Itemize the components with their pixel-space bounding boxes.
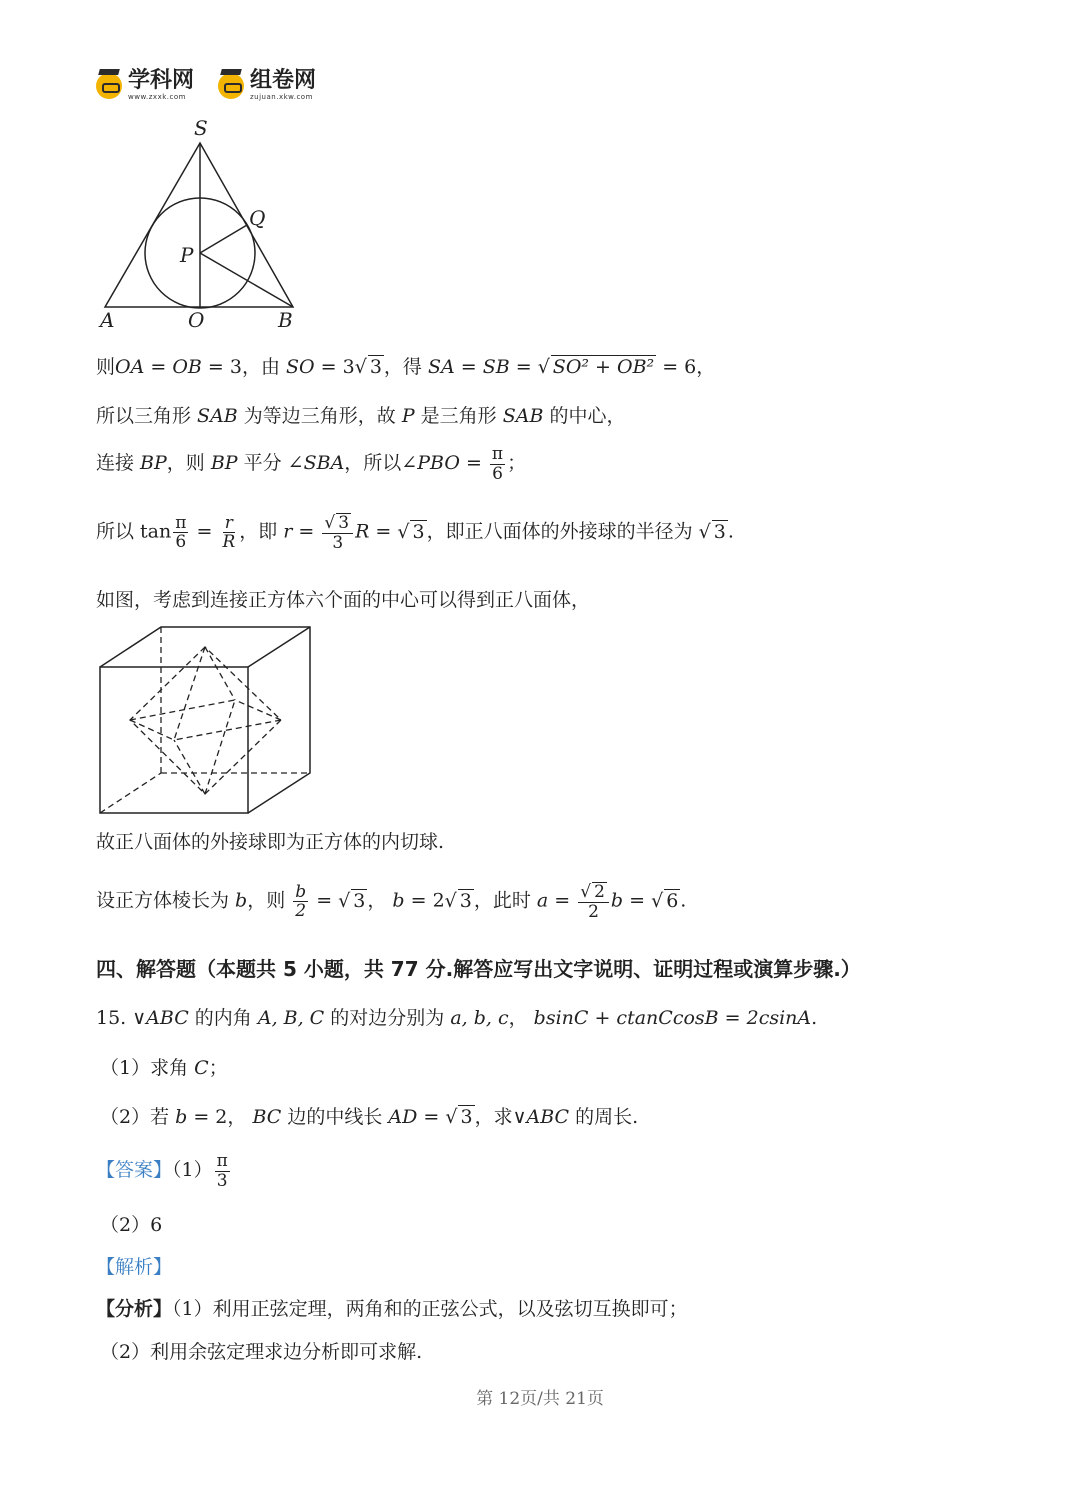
text-line-7 — [96, 882, 686, 921]
math: b — [392, 889, 405, 912]
text: （1） — [172, 1159, 213, 1182]
text: = 3，由 — [201, 356, 287, 378]
text-line-2 — [96, 405, 625, 428]
line-pq — [200, 225, 247, 253]
fraction — [215, 1152, 230, 1190]
text: 平分 ∠ — [237, 452, 304, 475]
text: = — [459, 452, 488, 475]
math: PBO — [417, 452, 460, 475]
math: b — [175, 1106, 188, 1128]
math: R — [355, 520, 370, 543]
sqrt-symbol — [338, 890, 350, 912]
denominator: 6 — [175, 532, 187, 553]
text: 边的中线长 — [281, 1106, 389, 1128]
fraction — [490, 445, 505, 483]
math: bsinC + ctanCcosB = 2csinA — [533, 1007, 812, 1029]
math: AD — [388, 1106, 418, 1128]
text: 为等边三角形，故 — [237, 405, 402, 427]
text: ，则 — [247, 889, 292, 912]
octahedron-outline — [130, 647, 281, 794]
text: 连接 — [96, 452, 141, 475]
text: 设正方体棱长为 — [96, 889, 236, 912]
text-line-6: 故正八面体的外接球即为正方体的内切球. — [96, 831, 445, 853]
math: SB — [482, 356, 510, 378]
radicand: SO² + OB² — [552, 356, 655, 378]
text: . — [680, 889, 687, 912]
text-line-4 — [96, 513, 734, 552]
denominator: 6 — [492, 463, 503, 484]
radicand: 2 — [594, 882, 605, 902]
denominator: 2 — [295, 901, 307, 922]
numerator: π — [491, 444, 504, 464]
text: 的对边分别为 — [324, 1007, 451, 1029]
math: a — [536, 889, 549, 912]
octahedron-edge — [130, 700, 235, 720]
math: OA — [115, 356, 145, 378]
answer-line — [96, 1152, 232, 1190]
numerator: b — [295, 881, 307, 902]
numerator — [578, 882, 609, 903]
radicand: 3 — [338, 513, 350, 533]
logo-name: 组卷网 — [250, 68, 317, 93]
radicand: 3 — [369, 356, 382, 378]
text: ； — [507, 452, 527, 475]
logo-url: www.zxxk.com — [128, 93, 186, 101]
cube-octahedron-figure — [95, 622, 320, 822]
text: = — [417, 1106, 446, 1128]
math: SA — [427, 356, 455, 378]
octahedron-edge — [174, 740, 205, 794]
label-q: Q — [249, 206, 266, 230]
text: 所以 tan — [96, 520, 172, 543]
numerator — [322, 513, 353, 534]
text: ，即正八面体的外接球的半径为 — [426, 520, 699, 543]
text: = — [190, 520, 219, 543]
radicand: 3 — [412, 520, 425, 543]
denominator: 3 — [216, 1170, 228, 1191]
math: ABC — [526, 1106, 570, 1128]
label-p: P — [180, 243, 194, 267]
text: = 6， — [656, 356, 716, 378]
sqrt-symbol — [538, 356, 550, 378]
denominator: 3 — [332, 532, 344, 553]
radicand: 3 — [353, 889, 366, 912]
label-b: B — [278, 308, 293, 332]
analysis-tag: 【解析】 — [96, 1256, 173, 1278]
mascot-icon — [96, 73, 122, 99]
text: 所以三角形 — [96, 405, 198, 427]
math: ABC — [146, 1007, 189, 1029]
fraction — [578, 882, 609, 921]
octahedron-edge — [235, 700, 281, 720]
logo-zxxk — [96, 70, 194, 101]
triangle-figure — [90, 115, 320, 335]
text: = — [369, 520, 398, 543]
octahedron-edge — [205, 647, 235, 700]
text: . — [727, 520, 734, 543]
sqrt-symbol — [397, 521, 409, 543]
text: （1）利用正弦定理，两角和的正弦公式，以及弦切互换即可； — [172, 1298, 688, 1320]
text: = — [144, 356, 173, 378]
text-line-1 — [96, 355, 715, 379]
sqrt-symbol — [651, 890, 663, 912]
label-o: O — [188, 308, 205, 332]
line-pb — [200, 253, 293, 307]
label-s: S — [194, 116, 208, 140]
answer-line-2: （2）6 — [100, 1214, 163, 1236]
text: ，即 — [239, 520, 284, 543]
label-a: A — [100, 308, 115, 332]
math: r — [283, 520, 293, 543]
text: ，得 — [383, 356, 428, 378]
math: BP — [210, 452, 238, 475]
text: = 2 — [404, 889, 445, 912]
text: 的周长. — [569, 1106, 639, 1128]
radicand: 3 — [460, 1106, 473, 1128]
denominator: 2 — [588, 901, 599, 922]
logo-zujuan — [218, 70, 316, 101]
math: a, b, c — [450, 1007, 509, 1029]
text: = — [310, 889, 339, 912]
text-line-3 — [96, 445, 526, 483]
sqrt-symbol — [355, 356, 367, 378]
text: ， — [508, 1007, 534, 1029]
math: A, B, C — [257, 1007, 325, 1029]
sqrt-symbol — [445, 890, 457, 912]
math: SBA — [303, 452, 345, 475]
question-15-part-1 — [100, 1057, 228, 1080]
text: 的中心， — [543, 405, 626, 427]
sqrt-symbol — [580, 882, 591, 902]
text: = 3 — [314, 356, 355, 378]
mascot-icon — [218, 73, 244, 99]
text: = — [509, 356, 538, 378]
math: C — [194, 1057, 209, 1079]
text: ，所以∠ — [344, 452, 418, 475]
numerator: π — [216, 1151, 228, 1171]
text: = — [292, 520, 321, 543]
logo-name: 学科网 — [128, 68, 195, 93]
text: ， — [367, 889, 393, 912]
fenxi-line-2: （2）利用余弦定理求边分析即可求解. — [100, 1341, 423, 1363]
octahedron-edge — [130, 720, 174, 740]
text: . — [811, 1007, 818, 1029]
radicand: 3 — [713, 520, 726, 543]
fraction — [293, 883, 308, 921]
text: ，则 — [166, 452, 211, 475]
fraction — [322, 513, 353, 552]
text: 的内角 — [188, 1007, 258, 1029]
numerator: r — [224, 512, 233, 533]
text: 是三角形 — [414, 405, 503, 427]
fraction — [220, 514, 237, 552]
text: ； — [208, 1057, 228, 1079]
fenxi-tag: 【分析】 — [96, 1298, 173, 1320]
text: = — [548, 889, 577, 912]
text: （1）求角 — [100, 1057, 195, 1079]
section-heading: 四、解答题（本题共 5 小题，共 77 分.解答应写出文字说明、证明过程或演算步骤.） — [96, 957, 861, 981]
fraction — [173, 514, 188, 552]
denominator: R — [222, 532, 236, 553]
radicand: 3 — [459, 889, 472, 912]
text: 则 — [96, 356, 116, 378]
numerator: π — [175, 512, 187, 533]
text: = — [623, 889, 652, 912]
radicand: 6 — [666, 889, 679, 912]
math: BP — [140, 452, 167, 475]
cube-hidden-edge — [100, 773, 161, 813]
text: = 2， — [187, 1106, 253, 1128]
text-line-5: 如图，考虑到连接正方体六个面的中心可以得到正八面体， — [96, 589, 591, 611]
cube-edge — [248, 627, 310, 667]
page-number: 第 12页/共 21页 — [476, 1389, 604, 1409]
text: 15. ∨ — [96, 1007, 147, 1029]
logo-url: zujuan.xkw.com — [250, 93, 313, 101]
text: （2）若 — [100, 1106, 176, 1128]
octahedron-edge — [174, 647, 205, 740]
math: BC — [252, 1106, 282, 1128]
fenxi-line — [96, 1298, 688, 1321]
math: b — [235, 889, 248, 912]
sqrt-symbol — [445, 1106, 457, 1128]
sqrt-symbol — [699, 521, 711, 543]
answer-tag: 【答案】 — [96, 1159, 173, 1182]
text: ，求∨ — [474, 1106, 527, 1128]
math: OB — [172, 356, 202, 378]
text: = — [454, 356, 483, 378]
question-15 — [96, 1007, 817, 1030]
text: ，此时 — [473, 889, 537, 912]
math: SAB — [197, 405, 238, 427]
math: SO — [286, 356, 315, 378]
math: SAB — [502, 405, 544, 427]
math: P — [401, 405, 415, 427]
question-15-part-2 — [100, 1105, 638, 1129]
sqrt-symbol — [324, 513, 335, 533]
math: b — [610, 889, 624, 912]
